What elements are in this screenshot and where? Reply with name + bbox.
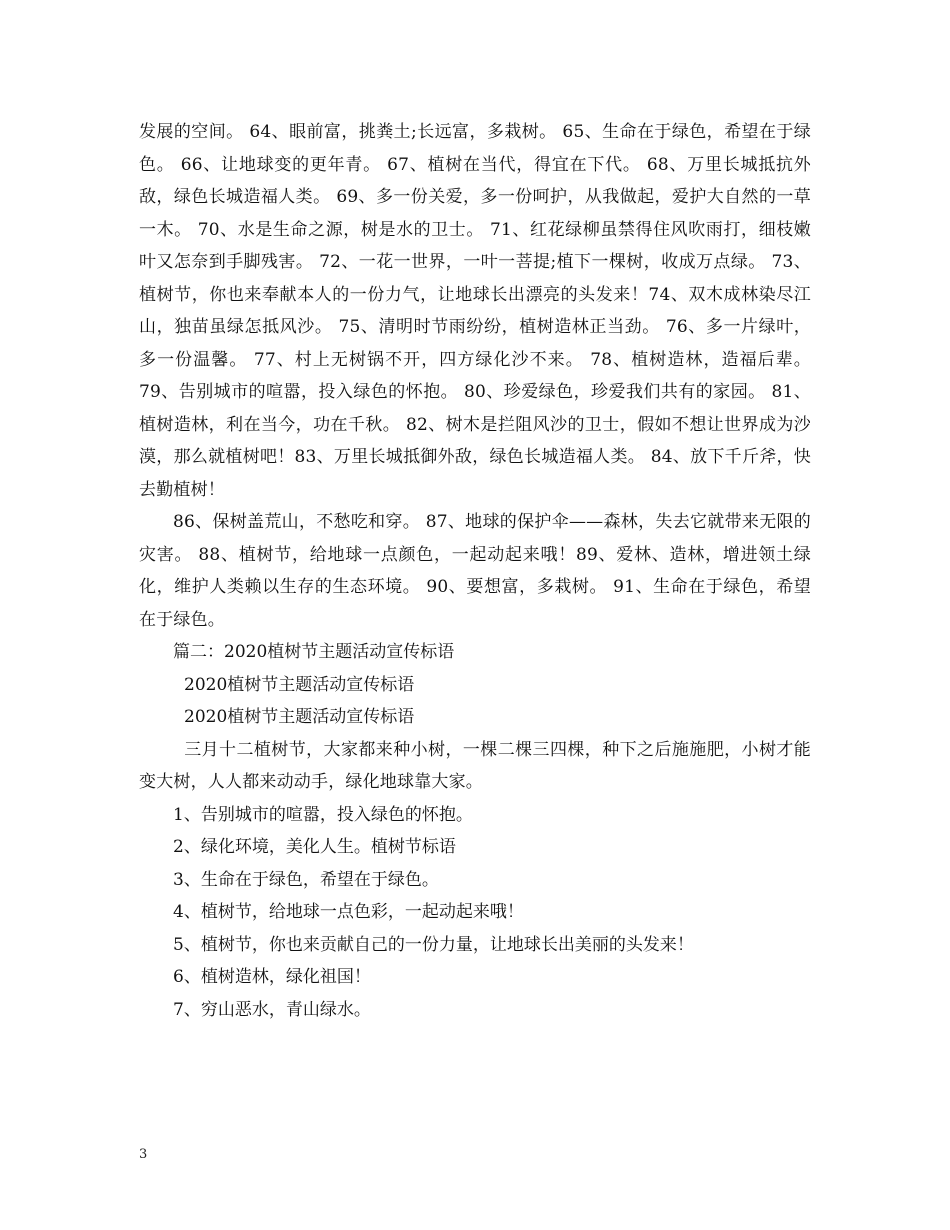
slogan-item: 2、绿化环境，美化人生。植树节标语 — [173, 837, 456, 857]
slogan-item: 4、植树节，给地球一点色彩，一起动起来哦！ — [173, 902, 524, 922]
slogan-item: 6、植树造林，绿化祖国！ — [173, 967, 371, 987]
slogan-item: 1、告别城市的喧嚣，投入绿色的怀抱。 — [173, 804, 473, 825]
slogan-item: 3、生命在于绿色，希望在于绿色。 — [173, 869, 439, 890]
slogan-paragraph-continued: 发展的空间。 64、眼前富，挑粪土;长远富，多栽树。 65、生命在于绿色，希望在于绿色。 66、让地球变的更年青。 67、植树在当代，得宜在下代。 68、万里长城抵抗外敌，绿色长城造福人类。 69、多一份关爱，多一份呵护，从我做起，爱护大自然的一草一木。 70、水是生命之源，树是水的卫士。 71、红花绿柳虽禁得住风吹雨打，细枝嫩叶又怎奈到手脚残害。 72、一花一世界，一叶一菩提;植下一棵树，收成万点绿。 73、植树节，你也来奉献本人的一份力气，让地球长出漂亮的头发来！74、双木成林染尽江山，独苗虽绿怎抵风沙。 75、清明时节雨纷纷，植树造林正当劲。 76、多一片绿叶，多一份温馨。 77、村上无树锅不开，四方绿化沙不来。 78、植树造林，造福后辈。 79、告别城市的喧嚣，投入绿色的怀抱。 80、珍爱绿色，珍爱我们共有的家园。 81、植树造林，利在当今，功在千秋。 82、树木是拦阻风沙的卫士，假如不想让世界成为沙漠，那么就植树吧！83、万里长城抵御外敌，绿色长城造福人类。 84、放下千斤斧，快去勤植树！ — [139, 122, 811, 500]
section-heading: 篇二：2020植树节主题活动宣传标语 — [173, 642, 455, 662]
slogan-item: 5、植树节，你也来贡献自己的一份力量，让地球长出美丽的头发来！ — [173, 934, 694, 955]
document-title-line: 2020植树节主题活动宣传标语 — [184, 707, 415, 727]
page-number: 3 — [139, 1147, 148, 1162]
slogan-item: 7、穷山恶水，青山绿水。 — [173, 999, 371, 1020]
intro-paragraph: 三月十二植树节，大家都来种小树，一棵二棵三四棵，种下之后施施肥，小树才能变大树，人人都来动动手，绿化地球靠大家。 — [139, 739, 811, 792]
page-content — [139, 116, 811, 1026]
slogan-paragraph: 86、保树盖荒山，不愁吃和穿。 87、地球的保护伞——森林，失去它就带来无限的灾害。 88、植树节，给地球一点颜色，一起动起来哦！89、爱林、造林，增进领土绿化，维护人类赖以生存的生态环境。 90、要想富，多栽树。 91、生命在于绿色，希望在于绿色。 — [139, 512, 811, 630]
document-title-line: 2020植树节主题活动宣传标语 — [184, 674, 415, 695]
